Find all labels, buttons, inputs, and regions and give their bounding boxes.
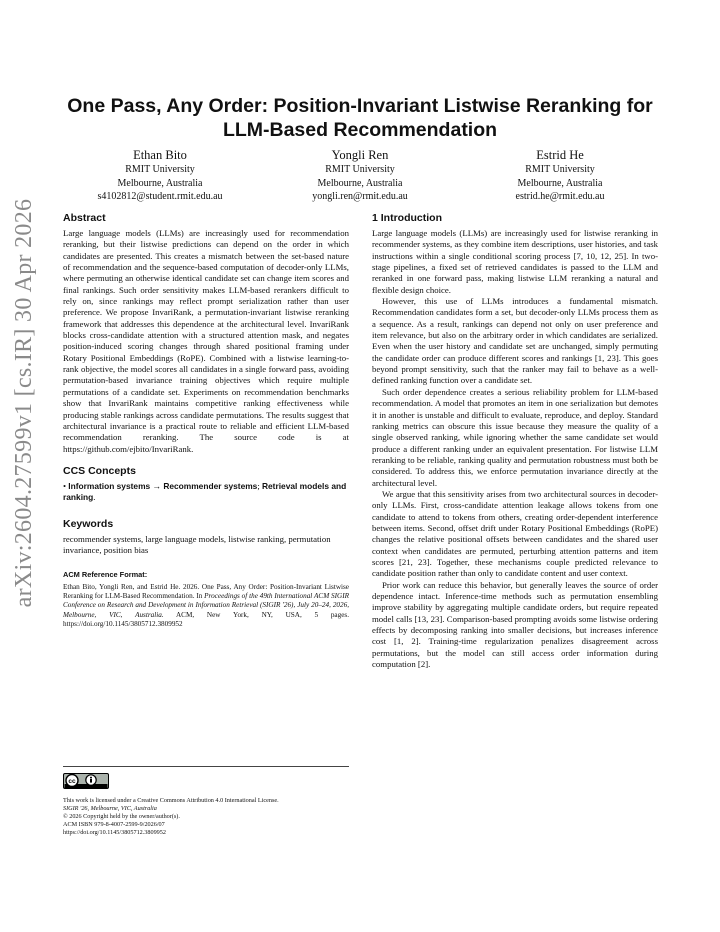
acm-reference-heading: ACM Reference Format: [63,570,148,580]
author-name: Estrid He [536,148,584,162]
ccs-concept-1: Information systems [68,480,151,491]
author-affiliation: RMIT University [525,164,595,175]
author-block [60,148,660,204]
intro-paragraph: Prior work can reduce this behavior, but generally leaves the source of order dependence intact. Inference-time methods such as permutation ensembling improve stability by aggregating multiple candidate orders, but require repeated model calls [13, 23]. Comparison-based prompting avoids some listwise ordering effects by decomposing ranking into smaller decisions, but increases inference cost [1, 2]. Training-time regularization penalizes disagreement across permutations, but the model can still access order information during computation [2]. [372,579,658,670]
ccs-section [63,465,349,504]
author-location: Melbourne, Australia [117,177,203,189]
svg-text:cc: cc [68,778,76,785]
acm-ref-venue: Proceedings of the 49th International ACM SIGIR Conference on Research and Development in Information Retrieval (SIGIR '26), July 20–24, 2026, Melbourne, VIC, Australia. [63,592,349,619]
license-block [63,766,349,838]
paper-title: One Pass, Any Order: Position-Invariant Listwise Reranking for LLM-Based Recommendation [67,95,653,141]
author-1 [60,148,260,204]
left-column [63,212,349,630]
ccs-concept-2: Recommender systems [163,480,258,491]
intro-paragraph: We argue that this sensitivity arises from two architectural sources in decoder-only LLMs. First, cross-candidate attention leakage allows tokens from one candidate to attend to tokens from others, creating order-dependent interference between items. Second, offset drift under Rotary Positional Embeddings (RoPE) changes the relative positional offsets between candidates and the shared user context when candidates are permuted, perturbing attention patterns and item scores [21, 23]. Together, these mechanisms couple predicted relevance to candidate position rather than only to candidate content and user context. [372,488,658,579]
cc-by-license-icon[interactable] [63,773,109,789]
ccs-concepts [63,481,349,504]
author-affiliation: RMIT University [125,164,195,175]
intro-paragraph: However, this use of LLMs introduces a fundamental mismatch. Recommendation candidates form a set, but decoder-only LLMs process them as a sequence. As a result, rankings can depend not only on user preference and item relevance, but also on the arbitrary order in which candidates are serialized. Even when the user history and candidate set are unchanged, simply permuting the candidate order can produce different scores and rankings [1, 23]. This goes beyond prompt sensitivity, such that the ranker may fail to behave as a well-defined ranking function over a candidate set. [372,296,658,386]
acm-ref-post[interactable]: ACM, New York, NY, USA, 5 pages. https://doi.org/10.1145/3805712.3809952 [63,610,349,629]
author-location: Melbourne, Australia [317,177,403,189]
ccs-bullet: • [63,480,67,491]
acm-reference-text [63,583,349,630]
author-name: Yongli Ren [331,148,389,162]
keywords-text: recommender systems, large language models, listwise ranking, permutation invariance, position bias [63,533,331,555]
keywords-section [63,518,349,557]
license-isbn: ACM ISBN 979-8-4007-2599-9/2026/07 [63,821,165,829]
license-doi[interactable]: https://doi.org/10.1145/3805712.3809952 [63,829,166,837]
introduction-heading: 1 Introduction [372,212,442,224]
author-name: Ethan Bito [133,148,187,162]
acm-ref-pre: Ethan Bito, Yongli Ren, and Estrid He. 2026. One Pass, Any Order: Position-Invariant Listwise Reranking for LLM-Based Recommendation. In [63,582,349,601]
intro-paragraph: Large language models (LLMs) are increasingly used for listwise reranking in recommender systems, as they combine item descriptions, user histories, and task instructions within a single conditional scoring process [7, 10, 12, 25]. In two-stage pipelines, a fixed set of retrieved candidates is passed to the LLM and reranked in one forward pass, making listwise LLM reranking a natural and flexible design choice. [372,228,658,295]
abstract-text: Large language models (LLMs) are increasingly used for recommendation reranking, but their listwise predictions can depend on the order in which candidates are presented. This creates a mismatch between the set-based nature of recommendation and the sequence-based computation of decoder-only LLMs, where permuting an otherwise identical candidate set can change item scores and final rankings. Such order sensitivity makes LLM-based rerankers difficult to rely on, since rankings may reflect prompt serialization rather than user preference. We propose InvariRank, a permutation-invariant listwise reranking framework that addresses this dependence at the architectural level. InvariRank blocks cross-candidate attention with a structured attention mask, and negates position-induced scoring changes through shared positional framing under Rotary Positional Embeddings (RoPE). Combined with a listwise learning-to-rank objective, the model scores all candidates in a single forward pass, avoiding permutation-based invariance training objectives which require multiple permutations of a candidate set. Experiments on recommendation benchmarks show that InvariRank maintains competitive ranking effectiveness while producing stable rankings across candidate permutations. The results suggest that architectural invariance is a practical route to reliable and efficient LLM-based recommendation reranking. The source code is at https://github.com/ejbito/InvariRank. [63,228,349,454]
author-3 [460,148,660,204]
acm-reference [63,570,349,629]
right-column [372,212,658,670]
arxiv-side-label[interactable]: arXiv:2604.27599v1 [cs.IR] 30 Apr 2026 [11,198,37,608]
license-line[interactable]: This work is licensed under a Creative Commons Attribution 4.0 International License. [63,797,279,805]
ccs-end: . [93,492,96,503]
author-affiliation: RMIT University [325,164,395,175]
ccs-arrow: → [152,480,162,491]
author-email[interactable]: estrid.he@rmit.edu.au [515,191,605,202]
license-conference [63,805,349,813]
author-email[interactable]: yongli.ren@rmit.edu.au [312,191,408,202]
author-2 [260,148,460,204]
author-location: Melbourne, Australia [517,177,603,189]
intro-paragraph: Such order dependence creates a serious reliability problem for LLM-based recommendation. A model that promotes an item in one serialization but demotes it in another is unstable and difficult to evaluate, reproduce, and deploy. Standard ranking metrics can obscure this issue because they measure the quality of a single observed ranking, while ignoring whether the same candidate set would produce a different ranking under an equivalent presentation. For listwise LLM reranking to be reliable, ranking quality and permutation robustness must both be considered. To address this, we enforce permutation invariance directly at the architectural level. [372,386,658,488]
license-copyright: © 2026 Copyright held by the owner/author(s). [63,813,180,821]
ccs-separator: ; [257,480,262,491]
keywords-heading: Keywords [63,517,114,530]
abstract-heading: Abstract [63,212,106,224]
license-conference-text: SIGIR '26, Melbourne, VIC, Australia [63,805,157,813]
author-email[interactable]: s4102812@student.rmit.edu.au [97,191,223,202]
ccs-heading: CCS Concepts [63,464,136,477]
ccs-concept-3: Retrieval models and ranking [63,480,347,503]
